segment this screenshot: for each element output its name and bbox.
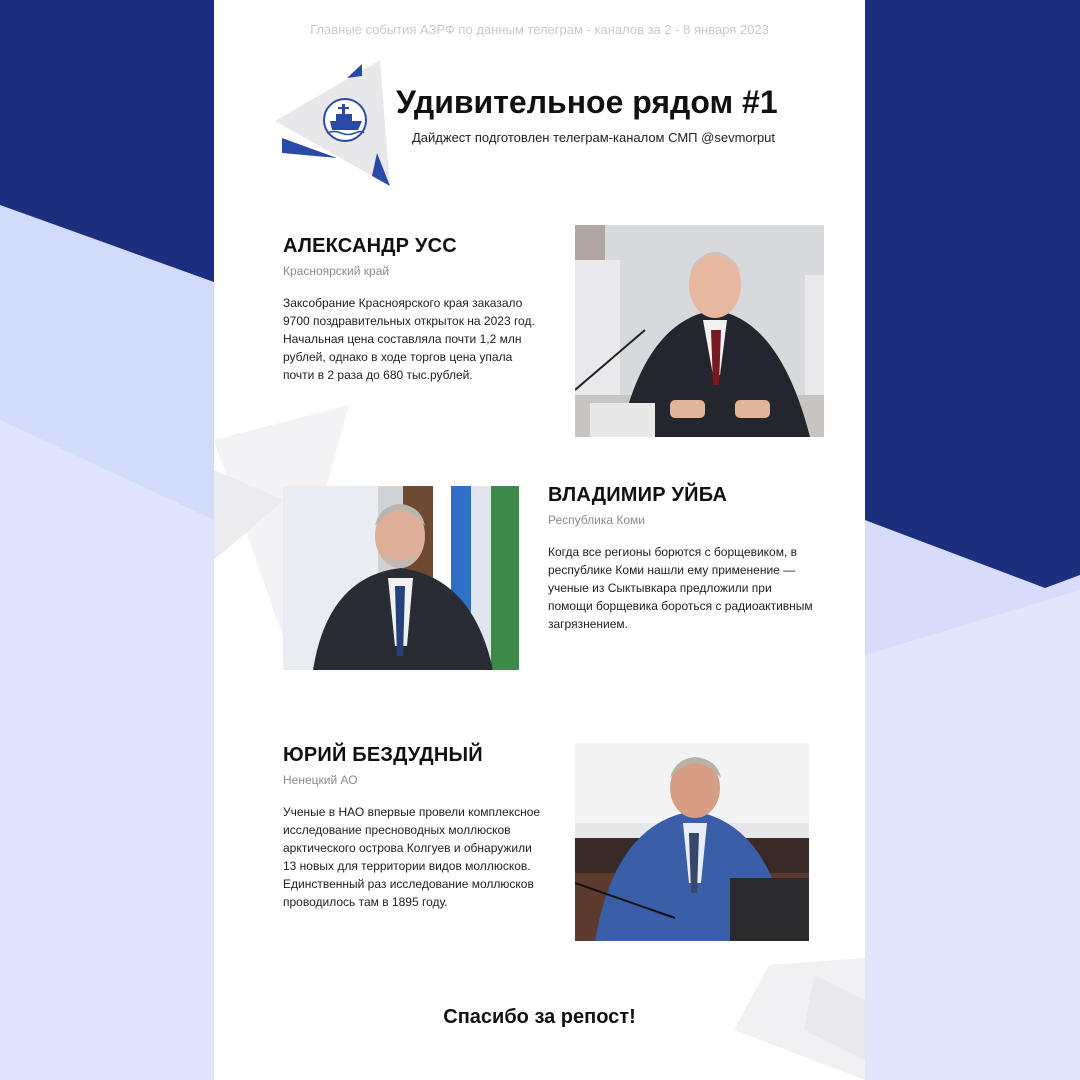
icebreaker-ship-logo-icon bbox=[272, 58, 402, 188]
person-photo bbox=[575, 743, 809, 941]
person-description: Когда все регионы борются с борщевиком, в республике Коми нашли ему применение — ученые из Сыктывкара предложили при помощи борщевика бороться с радиоактивным загрязнением. bbox=[548, 545, 813, 631]
logo bbox=[272, 58, 402, 188]
person-description: Заксобрание Красноярского края заказало 9700 поздравительных открыток на 2023 год. Начальная цена составляла почти 1,2 млн рублей, однако в ходе торгов цена упала почти в 2 раза до 680 тыс.рублей. bbox=[283, 296, 535, 382]
page-subtitle: Дайджест подготовлен телеграм-каналом СМП @sevmorput bbox=[412, 130, 776, 145]
person-photo bbox=[575, 225, 824, 437]
person-name: ВЛАДИМИР УЙБА bbox=[548, 484, 728, 506]
person-region: Ненецкий АО bbox=[283, 773, 358, 787]
page-title: Удивительное рядом #1 bbox=[396, 84, 778, 120]
person-region: Красноярский край bbox=[283, 264, 390, 278]
person-name: АЛЕКСАНДР УСС bbox=[283, 235, 457, 257]
digest-period-note: Главные события АЗРФ по данным телеграм - каналов за 2 - 8 января 2023 bbox=[310, 22, 769, 37]
person-photo bbox=[283, 486, 519, 670]
thanks-message: Спасибо за репост! bbox=[443, 1006, 636, 1028]
person-name: ЮРИЙ БЕЗДУДНЫЙ bbox=[283, 744, 483, 766]
person-region: Республика Коми bbox=[548, 513, 645, 527]
digest-card bbox=[214, 0, 865, 1080]
person-description: Ученые в НАО впервые провели комплексное исследование пресноводных моллюсков арктического острова Колгуев и обнаружили 13 новых для территории видов моллюсков. Единственный раз исследование моллюсков проводилось там в 1895 году. bbox=[283, 805, 541, 909]
